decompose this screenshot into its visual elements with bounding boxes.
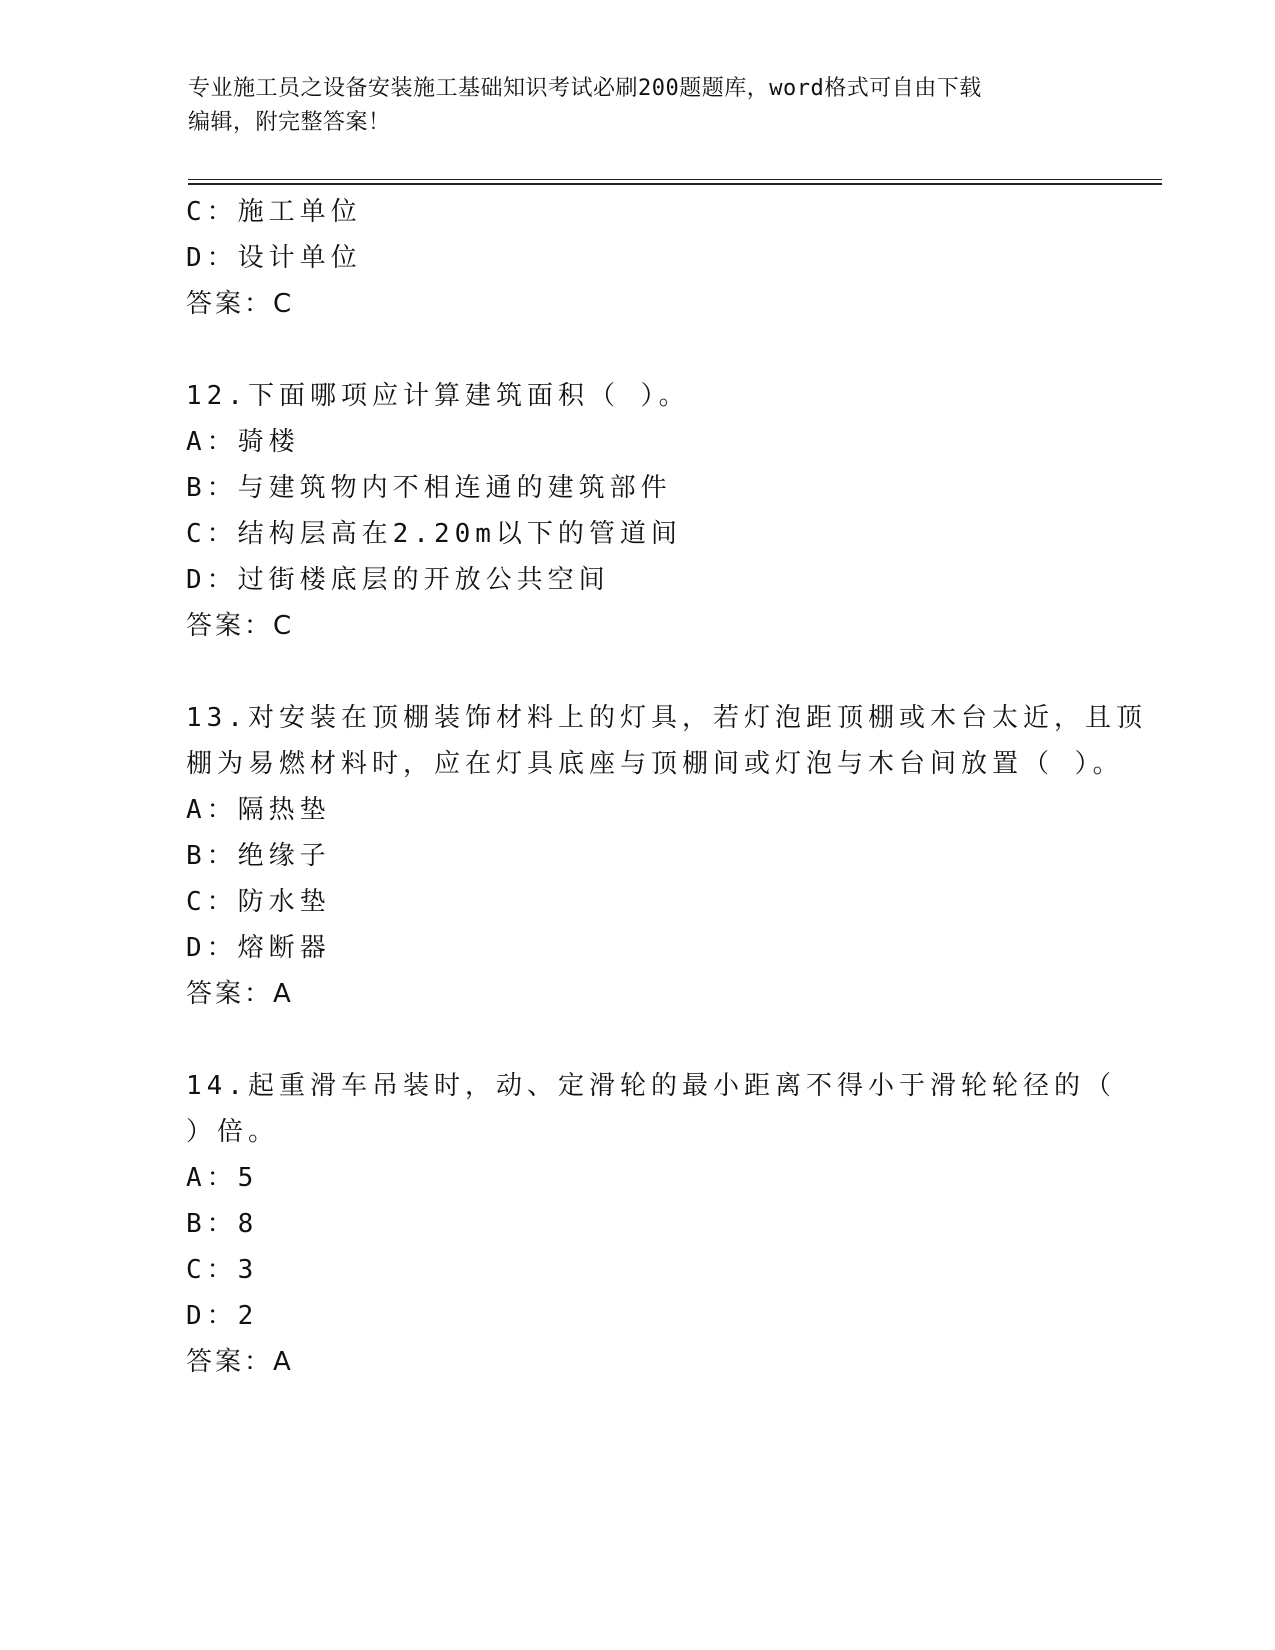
question-list xyxy=(186,189,1147,1385)
answer-line xyxy=(186,281,1086,327)
option-b xyxy=(186,465,1086,511)
header-divider-thin xyxy=(188,179,1162,180)
question-text-line-1: 13.对安装在顶棚装饰材料上的灯具，若灯泡距顶棚或木台太近，且顶 xyxy=(186,703,1147,733)
question-13 xyxy=(186,695,1147,1017)
option-text: 防水垫 xyxy=(237,887,331,917)
answer-value: C xyxy=(273,289,295,319)
option-text: 设计单位 xyxy=(237,243,362,273)
option-a xyxy=(186,787,1086,833)
option-text: 8 xyxy=(237,1209,259,1239)
option-a xyxy=(186,419,1086,465)
answer-value: A xyxy=(273,979,294,1009)
option-text: 骑楼 xyxy=(237,427,300,457)
answer-label: 答案： xyxy=(186,979,274,1009)
option-text: 结构层高在2.20m以下的管道间 xyxy=(237,519,682,549)
answer-value: A xyxy=(273,1347,294,1377)
option-label: C： xyxy=(186,197,238,227)
option-label: B： xyxy=(186,1209,238,1239)
question-14 xyxy=(186,1063,1116,1385)
option-text: 过街楼底层的开放公共空间 xyxy=(237,565,610,595)
header-line-1: 专业施工员之设备安装施工基础知识考试必刷200题题库，word格式可自由下载 xyxy=(188,76,982,101)
spacer xyxy=(186,649,1086,695)
question-11-tail xyxy=(186,189,1086,327)
answer-line xyxy=(186,971,1086,1017)
answer-label: 答案： xyxy=(186,611,274,641)
option-d xyxy=(186,925,1086,971)
option-text: 隔热垫 xyxy=(237,795,331,825)
option-label: D： xyxy=(186,1301,238,1331)
option-c xyxy=(186,1247,1086,1293)
option-label: C： xyxy=(186,887,238,917)
option-label: C： xyxy=(186,1255,238,1285)
option-label: A： xyxy=(186,427,238,457)
question-12 xyxy=(186,373,1086,649)
question-text: 12.下面哪项应计算建筑面积（ ）。 xyxy=(186,381,690,411)
answer-line xyxy=(186,1339,1086,1385)
option-d xyxy=(186,1293,1086,1339)
answer-line xyxy=(186,603,1086,649)
option-label: D： xyxy=(186,565,238,595)
answer-value: C xyxy=(273,611,295,641)
question-text-line-2: 棚为易燃材料时，应在灯具底座与顶棚间或灯泡与木台间放置（ ）。 xyxy=(186,749,1124,779)
spacer xyxy=(186,1017,1086,1063)
header-divider-thick xyxy=(188,183,1162,185)
option-label: C： xyxy=(186,519,238,549)
option-b xyxy=(186,1201,1086,1247)
option-text: 施工单位 xyxy=(237,197,362,227)
question-text-line-2: ）倍。 xyxy=(186,1117,280,1147)
option-a xyxy=(186,1155,1086,1201)
option-b xyxy=(186,833,1086,879)
question-text-line-1: 14.起重滑车吊装时，动、定滑轮的最小距离不得小于滑轮轮径的（ xyxy=(186,1071,1116,1101)
answer-label: 答案： xyxy=(186,289,274,319)
option-label: A： xyxy=(186,795,238,825)
option-label: D： xyxy=(186,243,238,273)
option-label: B： xyxy=(186,841,238,871)
option-c xyxy=(186,189,1086,235)
option-text: 2 xyxy=(237,1301,259,1331)
answer-label: 答案： xyxy=(186,1347,274,1377)
option-text: 5 xyxy=(237,1163,259,1193)
option-label: A： xyxy=(186,1163,238,1193)
option-label: D： xyxy=(186,933,238,963)
option-d xyxy=(186,557,1086,603)
spacer xyxy=(186,327,1086,373)
option-label: B： xyxy=(186,473,238,503)
option-d xyxy=(186,235,1086,281)
option-text: 熔断器 xyxy=(237,933,331,963)
option-c xyxy=(186,511,1086,557)
option-text: 绝缘子 xyxy=(237,841,331,871)
document-header xyxy=(188,72,1088,140)
header-line-2: 编辑，附完整答案！ xyxy=(188,110,391,135)
option-c xyxy=(186,879,1086,925)
option-text: 3 xyxy=(237,1255,259,1285)
option-text: 与建筑物内不相连通的建筑部件 xyxy=(237,473,672,503)
